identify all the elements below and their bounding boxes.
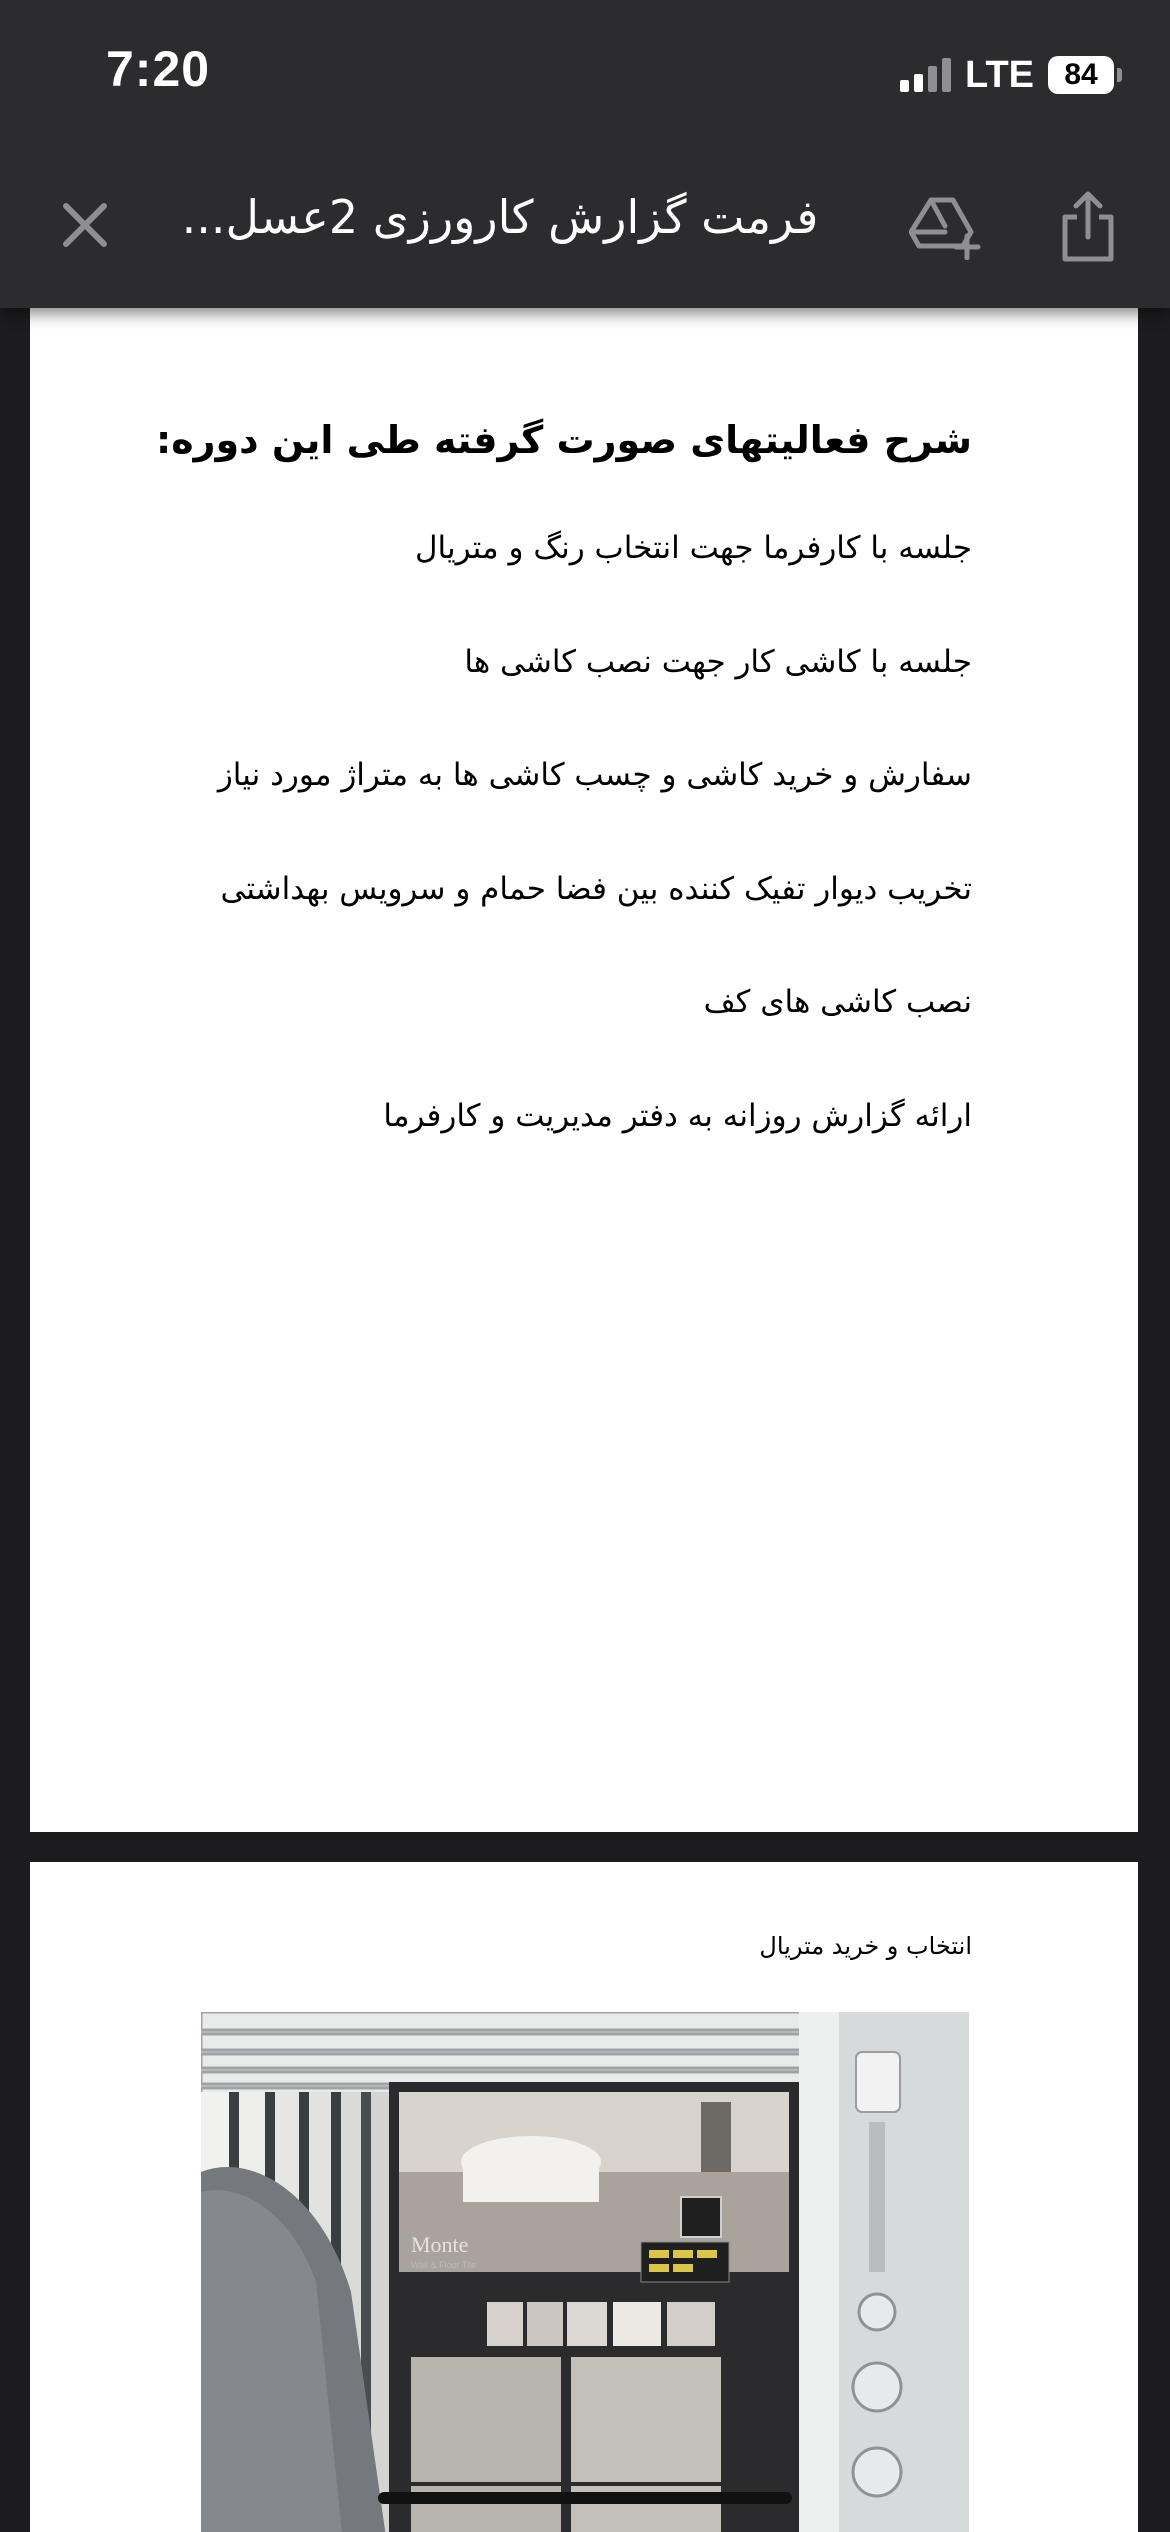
battery-icon: 84 (1048, 56, 1114, 94)
status-time: 7:20 (106, 41, 211, 97)
section-heading: شرح فعالیتهای صورت گرفته طی این دوره: (156, 418, 972, 462)
close-icon (62, 202, 108, 248)
share-icon (1059, 191, 1117, 263)
viewer-toolbar (0, 170, 1170, 280)
activity-item: نصب کاشی های کف (703, 984, 972, 1020)
photo-caption: انتخاب و خرید متریال (759, 1932, 972, 1960)
activity-item: جلسه با کارفرما جهت انتخاب رنگ و متریال (414, 530, 972, 566)
document-title: فرمت گزارش کارورزی 2عسل... (181, 190, 819, 244)
viewer-chrome (0, 0, 1170, 308)
display-brand-text: Monte (411, 2232, 469, 2257)
document-page-1[interactable] (30, 300, 1138, 1832)
add-to-drive-icon (909, 196, 981, 260)
svg-text:Wall & Floor Tile: Wall & Floor Tile (411, 2260, 477, 2270)
share-button[interactable] (1048, 184, 1128, 270)
add-to-drive-button[interactable] (905, 188, 985, 268)
signal-bars-icon (900, 58, 951, 92)
network-type: LTE (965, 53, 1034, 96)
activity-item: جلسه با کاشی کار جهت نصب کاشی ها (464, 644, 972, 680)
home-indicator[interactable] (378, 2492, 792, 2504)
activity-item: ارائه گزارش روزانه به دفتر مدیریت و کارفرما (383, 1098, 972, 1134)
status-indicators (900, 50, 1114, 100)
activity-item: تخریب دیوار تفیک کننده بین فضا حمام و سرویس بهداشتی (220, 871, 972, 907)
activity-item: سفارش و خرید کاشی و چسب کاشی ها به متراژ مورد نیاز (217, 757, 972, 793)
document-page-2[interactable] (30, 1862, 1138, 2532)
tile-showroom-photo (201, 2012, 969, 2532)
close-button[interactable] (52, 192, 118, 258)
